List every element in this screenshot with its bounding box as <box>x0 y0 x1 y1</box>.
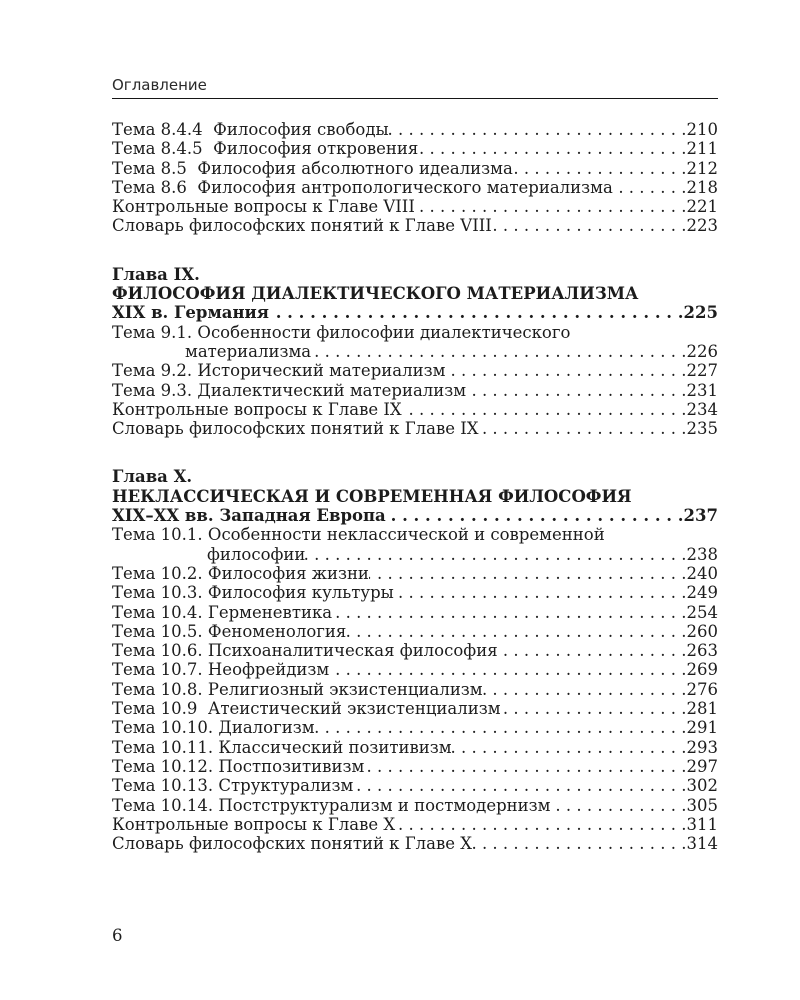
toc-entry-text: Словарь философских понятий к Главе VIII <box>112 216 492 236</box>
toc-row <box>112 323 718 342</box>
toc-page-number: 297 <box>686 756 718 776</box>
toc-row <box>112 738 718 757</box>
toc-row <box>112 525 718 544</box>
dot-leader <box>501 699 687 718</box>
toc-row <box>112 680 718 699</box>
toc-entry-text: Тема 10.13. Структурализм <box>112 776 354 796</box>
toc-page-number: 314 <box>686 834 718 854</box>
toc-row <box>112 265 718 284</box>
dot-leader <box>346 622 686 641</box>
toc-row <box>112 284 718 303</box>
dot-leader <box>305 545 686 564</box>
toc-row <box>112 718 718 737</box>
dot-leader <box>353 776 686 795</box>
dot-leader <box>364 757 686 776</box>
dot-leader <box>389 120 687 139</box>
toc-page-number: 302 <box>686 776 718 796</box>
toc-entry-text: Тема 10.7. Неофрейдизм <box>112 660 330 680</box>
toc-page-number: 293 <box>686 737 718 757</box>
toc-page-number: 260 <box>686 621 718 641</box>
dot-leader <box>445 361 686 380</box>
toc-entry-text: Тема 8.6 Философия антропологического материализма <box>112 177 613 197</box>
running-header-title: Оглавление <box>112 76 207 94</box>
toc-page-number: 211 <box>686 139 718 159</box>
dot-leader <box>498 641 687 660</box>
toc-row <box>112 622 718 641</box>
toc-entry-text: Тема 10.4. Герменевтика <box>112 602 333 622</box>
toc-entry-text: Тема 8.4.4 Философия свободы <box>112 120 389 139</box>
toc-entry-text: Тема 10.10. Диалогизм <box>112 718 315 738</box>
toc-row <box>112 120 718 139</box>
toc-row <box>112 699 718 718</box>
dot-leader <box>479 419 687 438</box>
dot-leader <box>472 834 686 853</box>
toc-entry-text: Тема 8.5 Философия абсолютного идеализма <box>112 158 513 178</box>
toc-row <box>112 545 718 564</box>
toc-page-number: 218 <box>686 177 718 197</box>
toc-entry-text: Глава X. <box>112 467 193 487</box>
toc-page-number: 212 <box>686 158 718 178</box>
toc-entry-text: Тема 10.6. Психоаналитическая философия <box>112 641 498 661</box>
toc-row <box>112 303 718 322</box>
toc-row <box>112 603 718 622</box>
toc-page-number: 210 <box>686 120 718 139</box>
toc-entry-text: Тема 10.1. Особенности неклассической и современной <box>112 525 605 545</box>
toc-page-number: 221 <box>686 197 718 217</box>
toc-row <box>112 834 718 853</box>
toc-row <box>112 757 718 776</box>
toc-entry-text: Тема 9.1. Особенности философии диалектического <box>112 322 571 342</box>
toc-row <box>112 467 718 486</box>
toc-entry-text: Контрольные вопросы к Главе X <box>112 814 396 834</box>
dot-leader <box>311 342 686 361</box>
toc-page-number: 226 <box>686 341 718 361</box>
toc-page-number: 254 <box>686 602 718 622</box>
dot-leader <box>369 564 687 583</box>
toc-entry-text: Тема 9.3. Диалектический материализм <box>112 380 467 400</box>
toc-entry-text: Словарь философских понятий к Главе IX <box>112 419 479 439</box>
toc-row <box>112 342 718 361</box>
toc-entry-text: Тема 10.12. Постпозитивизм <box>112 756 365 776</box>
toc-page-number: 305 <box>686 795 718 815</box>
page-footer <box>112 926 123 945</box>
toc-entry-text: XIX в. Германия <box>112 303 269 323</box>
toc-page-number: 235 <box>686 419 718 439</box>
toc-entry-text: Тема 10.5. Феноменология <box>112 621 347 641</box>
toc-entry-text: Словарь философских понятий к Главе X <box>112 834 473 854</box>
toc-entry-text: Тема 8.4.5 Философия откровения <box>112 139 419 159</box>
toc-page-number: 223 <box>686 216 718 236</box>
dot-leader <box>315 718 687 737</box>
toc-page-number: 291 <box>686 718 718 738</box>
table-of-contents <box>112 120 718 853</box>
dot-leader <box>402 400 687 419</box>
toc-entry-text: ФИЛОСОФИЯ ДИАЛЕКТИЧЕСКОГО МАТЕРИАЛИЗМА <box>112 284 639 304</box>
toc-entry-text: Тема 9.2. Исторический материализм <box>112 361 446 381</box>
toc-entry-text: Тема 10.9 Атеистический экзистенциализм <box>112 699 501 719</box>
dot-leader <box>466 381 686 400</box>
header-rule <box>112 98 718 99</box>
footer-page-number: 6 <box>112 926 123 945</box>
toc-entry-text: материализма <box>185 341 312 361</box>
toc-row <box>112 815 718 834</box>
toc-page-number: 281 <box>686 699 718 719</box>
dot-leader <box>386 506 684 525</box>
toc-page-number: 249 <box>686 583 718 603</box>
toc-row <box>112 660 718 679</box>
toc-row <box>112 564 718 583</box>
toc-row <box>112 419 718 438</box>
toc-row <box>112 506 718 525</box>
dot-leader <box>418 139 686 158</box>
dot-leader <box>395 815 686 834</box>
toc-page-number: 240 <box>686 563 718 583</box>
toc-entry-text: Тема 10.11. Классический позитивизм <box>112 737 452 757</box>
toc-page-number: 234 <box>686 399 718 419</box>
toc-entry-text: Тема 10.2. Философия жизни <box>112 563 369 583</box>
running-header <box>112 76 718 99</box>
dot-leader <box>513 159 687 178</box>
toc-row <box>112 216 718 235</box>
toc-row <box>112 197 718 216</box>
toc-section-chapter-10 <box>112 467 718 853</box>
toc-entry-text: Тема 10.3. Философия культуры <box>112 583 394 603</box>
dot-leader <box>329 660 686 679</box>
dot-leader <box>550 796 686 815</box>
toc-entry-text: Тема 10.8. Религиозный экзистенциализм <box>112 679 483 699</box>
toc-row <box>112 796 718 815</box>
toc-page-number: 231 <box>686 380 718 400</box>
toc-row <box>112 583 718 602</box>
toc-page-number: 238 <box>686 544 718 564</box>
dot-leader <box>483 680 687 699</box>
toc-entry-text: Тема 10.14. Постструктурализм и постмодернизм <box>112 795 551 815</box>
toc-page-number: 311 <box>686 814 718 834</box>
toc-section-chapter-9 <box>112 265 718 439</box>
toc-section-chapter-8-tail <box>112 120 718 236</box>
toc-page-number: 269 <box>686 660 718 680</box>
toc-page-number: 276 <box>686 679 718 699</box>
toc-entry-text: Контрольные вопросы к Главе IX <box>112 399 402 419</box>
toc-row <box>112 159 718 178</box>
toc-row <box>112 776 718 795</box>
toc-entry-text: философии <box>207 544 306 564</box>
toc-row <box>112 400 718 419</box>
toc-page-number: 227 <box>686 361 718 381</box>
page-content <box>112 76 718 853</box>
dot-leader <box>452 738 687 757</box>
toc-row <box>112 361 718 380</box>
toc-page-number: 237 <box>683 506 718 526</box>
toc-entry-text: Контрольные вопросы к Главе VIII <box>112 197 415 217</box>
toc-page-number: 263 <box>686 641 718 661</box>
dot-leader <box>332 603 686 622</box>
toc-entry-text: XIX–XX вв. Западная Европа <box>112 506 386 526</box>
dot-leader <box>269 303 684 322</box>
toc-entry-text: НЕКЛАССИЧЕСКАЯ И СОВРЕМЕННАЯ ФИЛОСОФИЯ <box>112 486 632 506</box>
toc-row <box>112 381 718 400</box>
dot-leader <box>394 583 687 602</box>
toc-page-number: 225 <box>683 303 718 323</box>
toc-row <box>112 487 718 506</box>
toc-row <box>112 178 718 197</box>
dot-leader <box>613 178 687 197</box>
toc-row <box>112 641 718 660</box>
dot-leader <box>415 197 687 216</box>
toc-entry-text: Глава IX. <box>112 264 200 284</box>
dot-leader <box>492 216 687 235</box>
toc-row <box>112 139 718 158</box>
